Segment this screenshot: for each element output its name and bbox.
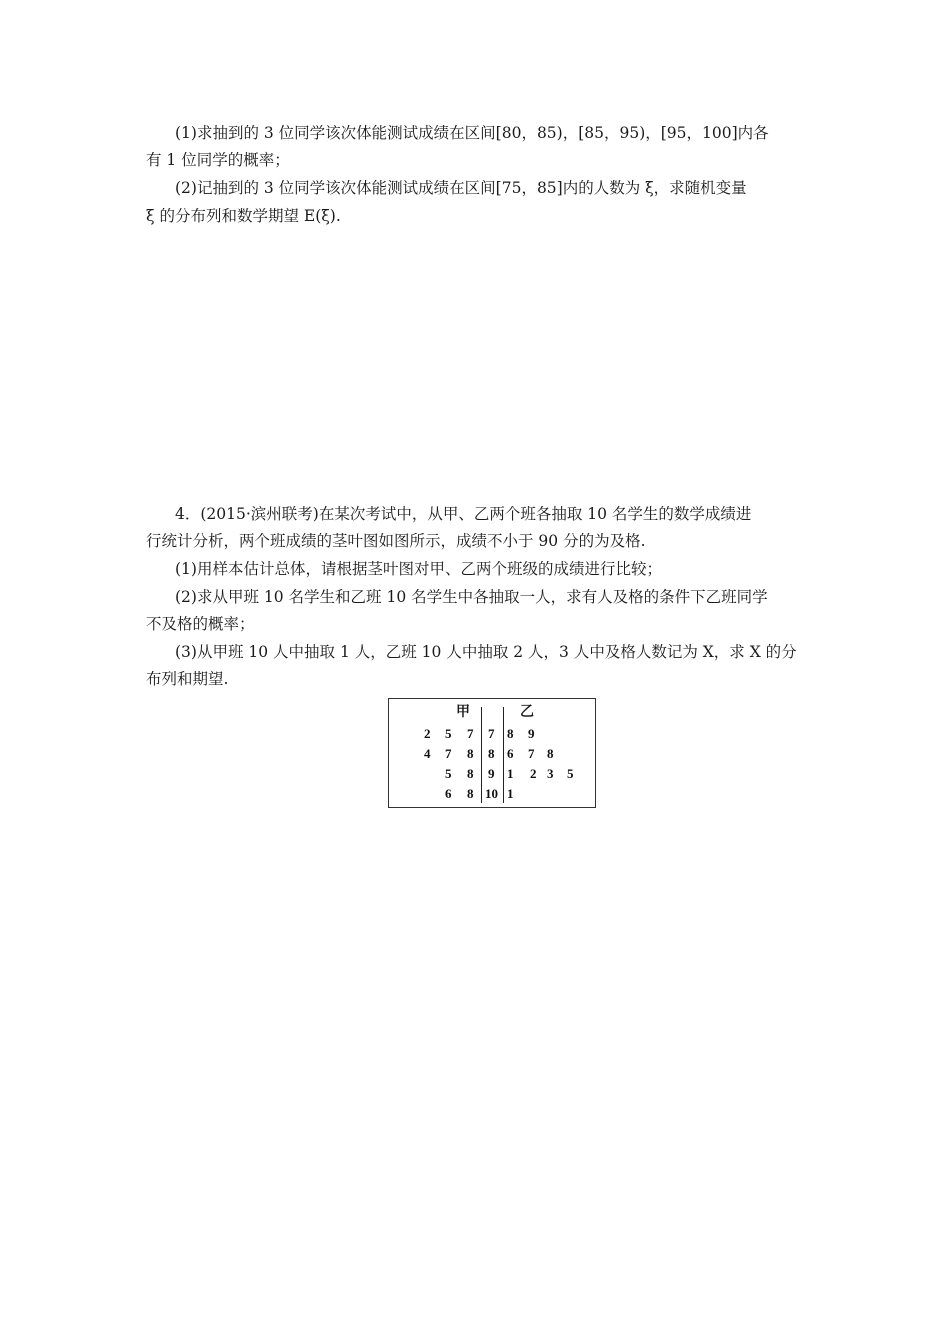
leaf-left: 4 bbox=[424, 746, 431, 761]
leaf-right: 7 bbox=[528, 746, 535, 761]
leaf-right: 3 bbox=[547, 766, 554, 781]
leaf-left: 6 bbox=[445, 786, 452, 801]
leaf-left: 5 bbox=[445, 726, 452, 741]
p4-q3-line1: (3)从甲班 10 人中抽取 1 人，乙班 10 人中抽取 2 人，3 人中及格人数记为 X，求 X 的分 bbox=[175, 643, 797, 661]
class-b-header: 乙 bbox=[520, 704, 534, 720]
leaf-right: 9 bbox=[528, 726, 535, 741]
p4-q2-line2: 不及格的概率； bbox=[146, 615, 255, 633]
leaf-left: 8 bbox=[467, 766, 474, 781]
stem: 10 bbox=[485, 786, 498, 801]
leaf-right: 8 bbox=[507, 726, 514, 741]
leaf-right: 6 bbox=[507, 746, 514, 761]
leaf-left: 8 bbox=[467, 786, 474, 801]
p3-part2-line2: ξ 的分布列和数学期望 E(ξ). bbox=[146, 207, 341, 225]
p4-q3-line2: 布列和期望. bbox=[146, 670, 229, 688]
stem-divider-right bbox=[503, 707, 504, 803]
stem: 8 bbox=[488, 746, 495, 761]
stem-divider-left bbox=[481, 707, 482, 803]
leaf-right: 5 bbox=[567, 766, 574, 781]
leaf-left: 2 bbox=[424, 726, 431, 741]
p4-q2-line1: (2)求从甲班 10 名学生和乙班 10 名学生中各抽取一人，求有人及格的条件下乙班同学 bbox=[175, 588, 768, 606]
leaf-right: 1 bbox=[507, 766, 514, 781]
leaf-right: 1 bbox=[507, 786, 514, 801]
leaf-right: 2 bbox=[530, 766, 537, 781]
stem-leaf-plot bbox=[388, 698, 596, 808]
p3-part2-line1: (2)记抽到的 3 位同学该次体能测试成绩在区间[75，85]内的人数为 ξ，求随机变量 bbox=[175, 179, 747, 197]
stem: 7 bbox=[488, 726, 495, 741]
p3-part1-line2: 有 1 位同学的概率； bbox=[146, 151, 290, 169]
leaf-left: 7 bbox=[445, 746, 452, 761]
p4-intro-line1: 4．(2015·滨州联考)在某次考试中，从甲、乙两个班各抽取 10 名学生的数学成绩进 bbox=[175, 505, 752, 523]
stem: 9 bbox=[488, 766, 495, 781]
leaf-left: 8 bbox=[467, 746, 474, 761]
p4-intro-line2: 行统计分析，两个班成绩的茎叶图如图所示，成绩不小于 90 分的为及格. bbox=[146, 532, 646, 550]
p4-q1: (1)用样本估计总体，请根据茎叶图对甲、乙两个班级的成绩进行比较； bbox=[175, 560, 662, 578]
leaf-left: 5 bbox=[445, 766, 452, 781]
leaf-left: 7 bbox=[467, 726, 474, 741]
p3-part1-line1: (1)求抽到的 3 位同学该次体能测试成绩在区间[80，85)，[85，95)，[95，100]内各 bbox=[175, 124, 769, 142]
class-a-header: 甲 bbox=[456, 704, 470, 720]
leaf-right: 8 bbox=[547, 746, 554, 761]
